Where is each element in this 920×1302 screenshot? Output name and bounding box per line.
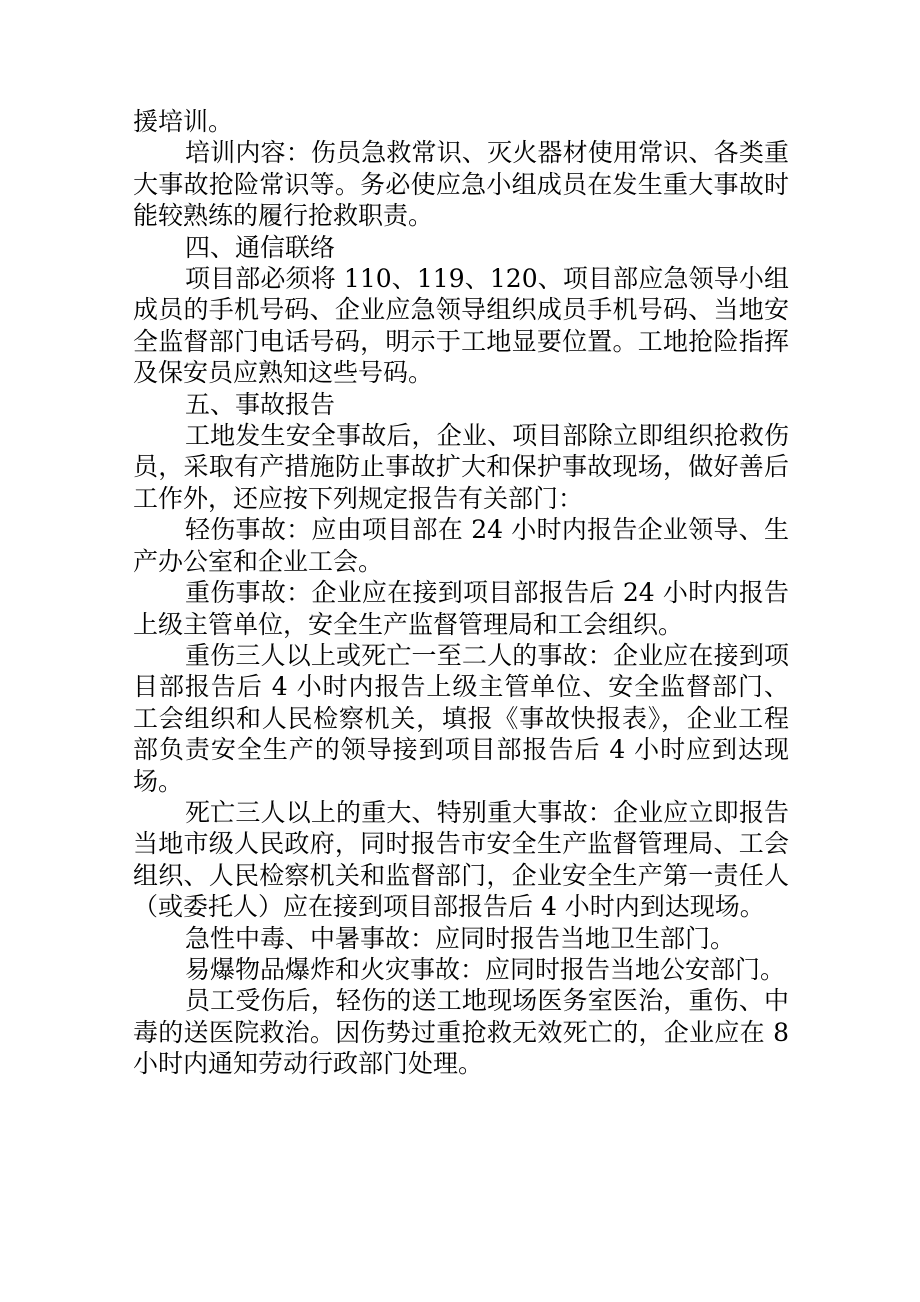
paragraph-employee-injury: 员工受伤后，轻伤的送工地现场医务室医治，重伤、中毒的送医院救治。因伤势过重抢救无效死亡的，企业应在 8 小时内通知劳动行政部门处理。: [133, 986, 789, 1079]
paragraph-phone-numbers: 项目部必须将 110、119、120、项目部应急领导小组成员的手机号码、企业应急领导组织成员手机号码、当地安全监督部门电话号码，明示于工地显要位置。工地抢险指挥及保安员应熟知这些号码。: [133, 264, 789, 388]
paragraph-explosion-fire: 易爆物品爆炸和火灾事故：应同时报告当地公安部门。: [185, 954, 786, 984]
paragraph-continuation: 援培训。: [133, 107, 234, 136]
document-page: [133, 106, 789, 1080]
paragraph-multiple-injuries: 重伤三人以上或死亡一至二人的事故：企业应在接到项目部报告后 4 小时内报告上级主管单位、安全监督部门、工会组织和人民检察机关，填报《事故快报表》，企业工程部负责安全生产的领导接到项目部报告后 4 小时应到达现场。: [133, 640, 789, 796]
paragraph-training-content: 培训内容：伤员急救常识、灭火器材使用常识、各类重大事故抢险常识等。务必使应急小组成员在发生重大事故时能较熟练的履行抢救职责。: [133, 138, 789, 231]
paragraph-report-intro: 工地发生安全事故后，企业、项目部除立即组织抢救伤员，采取有产措施防止事故扩大和保护事故现场，做好善后工作外，还应按下列规定报告有关部门：: [133, 421, 789, 513]
paragraph-serious-injury: 重伤事故：企业应在接到项目部报告后 24 小时内报告上级主管单位，安全生产监督管理局和工会组织。: [133, 578, 789, 639]
section-heading-accident-report: 五、事故报告: [185, 389, 336, 419]
section-heading-communication: 四、通信联络: [185, 232, 336, 262]
paragraph-minor-injury: 轻伤事故：应由项目部在 24 小时内报告企业领导、生产办公室和企业工会。: [133, 515, 789, 576]
paragraph-major-accident: 死亡三人以上的重大、特别重大事故：企业应立即报告当地市级人民政府，同时报告市安全生产监督管理局、工会组织、人民检察机关和监督部门，企业安全生产第一责任人（或委托人）应在接到项目部报告后 4 小时内到达现场。: [133, 797, 789, 922]
paragraph-poisoning: 急性中毒、中暑事故：应同时报告当地卫生部门。: [185, 923, 736, 953]
